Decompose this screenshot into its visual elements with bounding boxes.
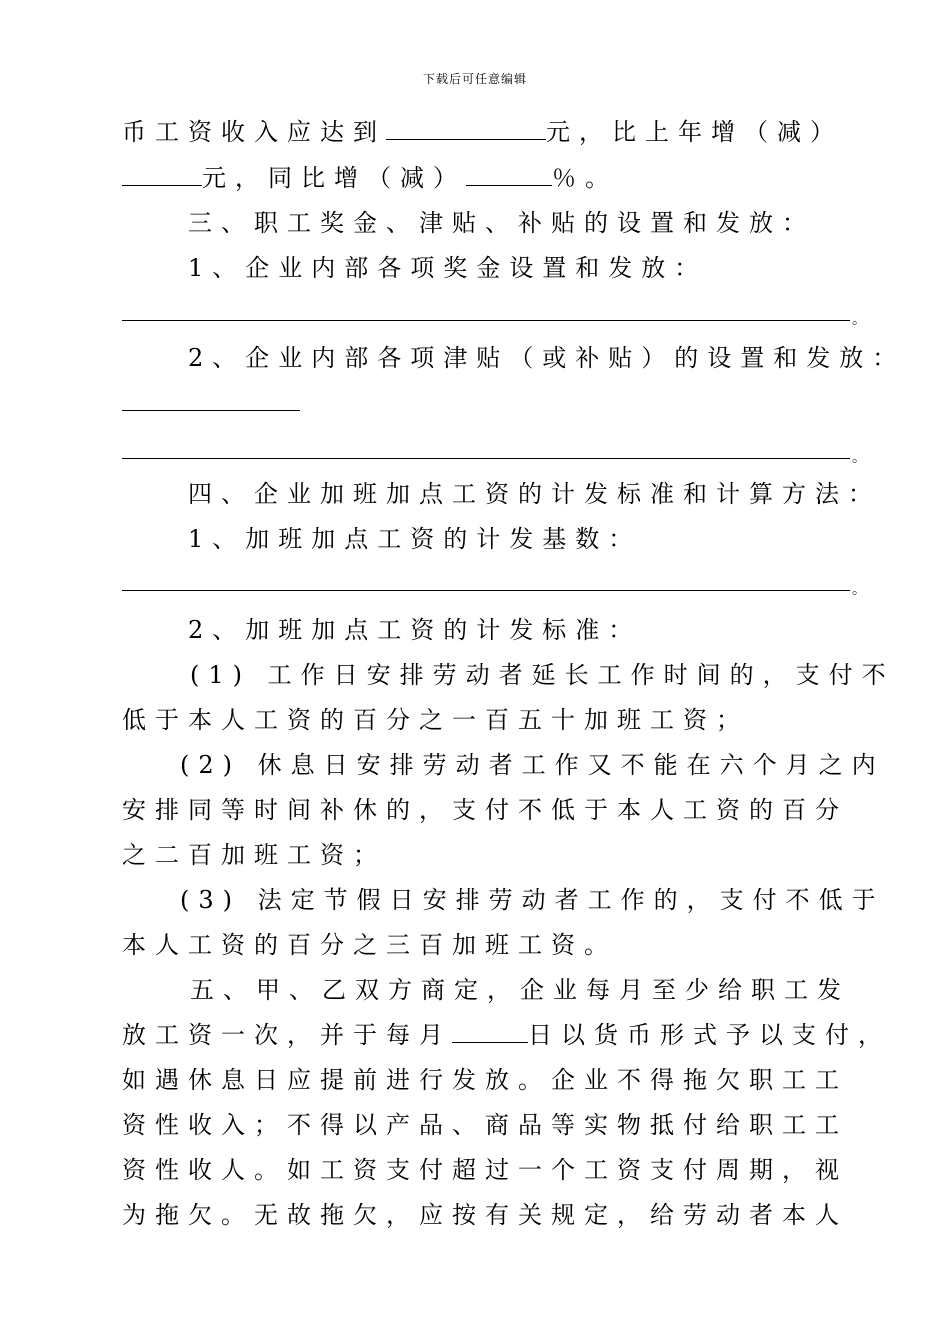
period-mark: 。	[852, 450, 866, 466]
subsection-heading: 2、加班加点工资的计发标准：	[188, 616, 642, 644]
fill-rule[interactable]	[122, 458, 850, 459]
text-line: 本人工资的百分之三百加班工资。	[122, 931, 617, 959]
text-line: 如遇休息日应提前进行发放。企业不得拖欠职工工	[122, 1066, 848, 1094]
text-line-1	[122, 112, 862, 152]
section-heading-5: 五、甲、乙双方商定，企业每月至少给职工发	[190, 976, 850, 1004]
text-segment: 放工资一次，并于每月	[122, 1021, 452, 1049]
fill-rule[interactable]	[122, 590, 850, 591]
section-heading-3: 三、职工奖金、津贴、补贴的设置和发放：	[188, 209, 815, 237]
text-segment: 元，比上年增（减）	[546, 118, 843, 146]
fill-rule-short[interactable]	[122, 410, 300, 411]
text-segment: 元，同比增（减）	[202, 164, 466, 192]
blank-field[interactable]	[386, 113, 546, 140]
page-header: 下载后可任意编辑	[422, 72, 527, 86]
text-segment: ％。	[552, 164, 618, 192]
text-segment: 日以货币形式予以支付，	[528, 1021, 891, 1049]
fill-rule[interactable]	[122, 320, 850, 321]
period-mark: 。	[852, 312, 866, 328]
blank-field[interactable]	[122, 159, 202, 186]
text-line: (2) 休息日安排劳动者工作又不能在六个月之内	[180, 751, 885, 779]
period-mark: 。	[852, 582, 866, 598]
text-line: 为拖欠。无故拖欠，应按有关规定，给劳动者本人	[122, 1201, 848, 1229]
blank-field[interactable]	[452, 1016, 528, 1043]
text-line: 低于本人工资的百分之一百五十加班工资；	[122, 706, 749, 734]
section-heading-4: 四、企业加班加点工资的计发标准和计算方法：	[188, 480, 881, 508]
text-line: (3) 法定节假日安排劳动者工作的，支付不低于	[180, 886, 885, 914]
text-line: 资性收人。如工资支付超过一个工资支付周期，视	[122, 1156, 848, 1184]
subsection-heading: 1、企业内部各项奖金设置和发放：	[188, 254, 708, 282]
text-line: 之二百加班工资；	[122, 841, 386, 869]
text-line	[122, 1015, 891, 1055]
blank-field[interactable]	[466, 159, 552, 186]
text-line-2	[122, 158, 862, 198]
text-line: 资性收入；不得以产品、商品等实物抵付给职工工	[122, 1111, 848, 1139]
text-segment: 币工资收入应达到	[122, 118, 386, 146]
text-line: 安排同等时间补休的，支付不低于本人工资的百分	[122, 796, 848, 824]
subsection-heading: 2、企业内部各项津贴（或补贴）的设置和发放：	[188, 344, 906, 372]
subsection-heading: 1、加班加点工资的计发基数：	[188, 525, 642, 553]
text-line: (1) 工作日安排劳动者延长工作时间的，支付不	[190, 661, 895, 689]
